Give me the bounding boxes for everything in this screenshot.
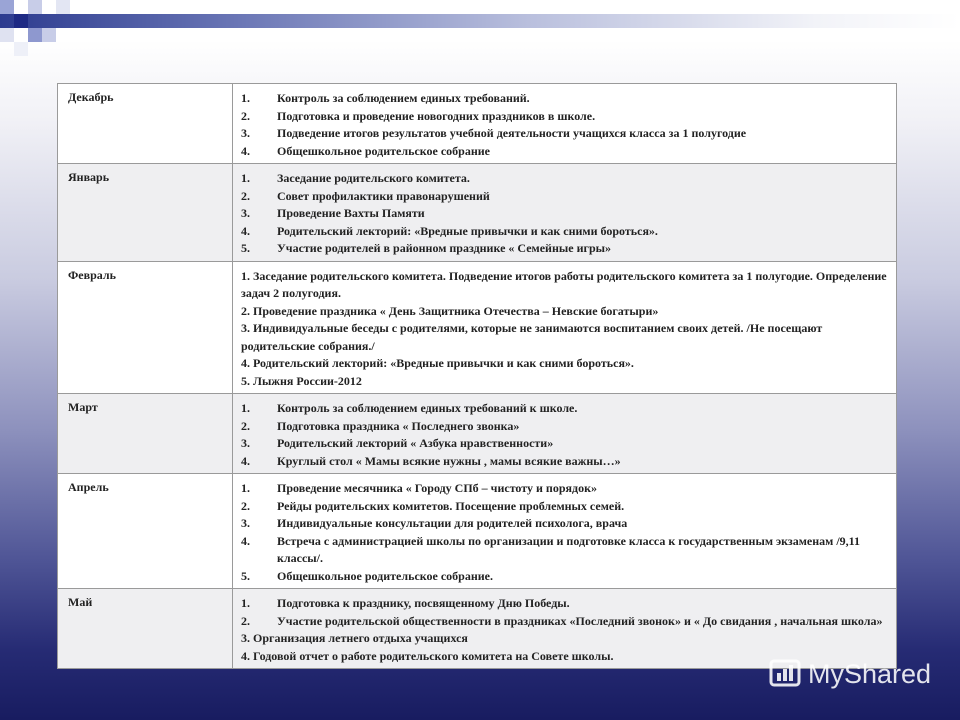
item-number: 4. bbox=[241, 143, 250, 158]
item-number: 1. bbox=[241, 596, 250, 610]
activities-cell bbox=[233, 394, 897, 474]
item-text: Подведение итогов результатов учебной деятельности учащихся класса за 1 полугодие bbox=[277, 126, 747, 140]
month-cell: Январь bbox=[58, 164, 233, 262]
activities-cell bbox=[233, 164, 897, 262]
table-row bbox=[58, 164, 897, 262]
item-text: Круглый стол « Мамы всякие нужны , мамы всякие важны…» bbox=[277, 453, 621, 468]
list-item bbox=[241, 188, 888, 206]
watermark bbox=[768, 656, 931, 692]
item-text: Индивидуальные консультации для родителей психолога, врача bbox=[277, 516, 628, 530]
list-item bbox=[241, 223, 888, 241]
list-item bbox=[241, 400, 888, 418]
list-item bbox=[241, 595, 888, 613]
list-item bbox=[241, 533, 888, 568]
item-number: 4. bbox=[241, 453, 250, 468]
item-text: Общешкольное родительское собрание. bbox=[277, 568, 494, 583]
item-number: 2. bbox=[241, 418, 250, 433]
item-text: Встреча с администрацией школы по организации и подготовке класса к государственным экзаменам /9,11 классы/. bbox=[277, 533, 861, 565]
item-text: Заседание родительского комитета. bbox=[277, 171, 470, 185]
plan-table bbox=[57, 83, 897, 669]
decor-square bbox=[42, 28, 56, 42]
month-cell: Апрель bbox=[58, 474, 233, 589]
item-number: 1. bbox=[241, 401, 250, 415]
month-cell: Март bbox=[58, 394, 233, 474]
activity-line: 3. Организация летнего отдыха учащихся bbox=[241, 631, 468, 645]
decor-square bbox=[56, 0, 70, 14]
list-item bbox=[241, 125, 888, 143]
month-cell: Февраль bbox=[58, 261, 233, 394]
item-text: Родительский лекторий « Азбука нравственности» bbox=[277, 436, 554, 450]
item-number: 5. bbox=[241, 241, 250, 255]
item-text: Контроль за соблюдением единых требований к школе. bbox=[277, 401, 578, 415]
item-number: 3. bbox=[241, 436, 250, 450]
item-number: 2. bbox=[241, 108, 250, 123]
list-item bbox=[241, 480, 888, 498]
myshared-logo-icon bbox=[768, 657, 802, 691]
item-text: Проведение Вахты Памяти bbox=[277, 206, 425, 220]
item-text: Проведение месячника « Городу СПб – чистоту и порядок» bbox=[277, 481, 597, 495]
month-cell: Май bbox=[58, 589, 233, 669]
activity-line: 2. Проведение праздника « День Защитника Отечества – Невские богатыри» bbox=[241, 303, 659, 318]
decor-square bbox=[0, 0, 14, 14]
item-text: Контроль за соблюдением единых требований. bbox=[277, 91, 530, 105]
list-item bbox=[241, 108, 888, 126]
item-number: 2. bbox=[241, 613, 250, 628]
list-item bbox=[241, 143, 888, 161]
activity-line: 3. Индивидуальные беседы с родителями, которые не занимаются воспитанием своих детей. /Не посещают родительские собрания./ bbox=[241, 321, 823, 353]
decor-square bbox=[14, 42, 28, 56]
list-item bbox=[241, 205, 888, 223]
item-text: Участие родительской общественности в праздниках «Последний звонок» и « До свидания , начальная школа» bbox=[277, 613, 883, 628]
list-item bbox=[241, 453, 888, 471]
list-item bbox=[241, 170, 888, 188]
item-text: Подготовка праздника « Последнего звонка» bbox=[277, 418, 520, 433]
item-number: 3. bbox=[241, 206, 250, 220]
activities-cell bbox=[233, 84, 897, 164]
activity-line: 4. Родительский лекторий: «Вредные привычки и как сними бороться». bbox=[241, 356, 634, 370]
item-number: 1. bbox=[241, 91, 250, 105]
decor-square bbox=[28, 0, 42, 14]
activities-cell bbox=[233, 261, 897, 394]
list-item bbox=[241, 435, 888, 453]
item-number: 2. bbox=[241, 188, 250, 203]
item-text: Общешкольное родительское собрание bbox=[277, 143, 491, 158]
table-row bbox=[58, 84, 897, 164]
watermark-text: MyShared bbox=[808, 658, 932, 689]
list-item bbox=[241, 240, 888, 258]
activity-line: 4. Годовой отчет о работе родительского комитета на Совете школы. bbox=[241, 648, 614, 663]
item-number: 4. bbox=[241, 533, 250, 548]
list-item bbox=[241, 515, 888, 533]
item-number: 4. bbox=[241, 223, 250, 238]
list-item bbox=[241, 418, 888, 436]
item-text: Родительский лекторий: «Вредные привычки и как сними бороться». bbox=[277, 223, 658, 238]
item-number: 5. bbox=[241, 568, 250, 583]
item-number: 1. bbox=[241, 171, 250, 185]
month-cell: Декабрь bbox=[58, 84, 233, 164]
item-text: Участие родителей в районном празднике « Семейные игры» bbox=[277, 241, 611, 255]
item-number: 3. bbox=[241, 126, 250, 140]
list-item bbox=[241, 498, 888, 516]
list-item bbox=[241, 90, 888, 108]
item-text: Подготовка к празднику, посвященному Дню Победы. bbox=[277, 596, 570, 610]
activities-cell bbox=[233, 474, 897, 589]
decor-square bbox=[0, 28, 14, 42]
list-item bbox=[241, 613, 888, 631]
table-row bbox=[58, 474, 897, 589]
list-item bbox=[241, 568, 888, 586]
activity-line: 5. Лыжня России-2012 bbox=[241, 373, 362, 388]
header-decor-bar bbox=[0, 14, 960, 28]
item-text: Подготовка и проведение новогодних праздников в школе. bbox=[277, 108, 596, 123]
item-text: Совет профилактики правонарушений bbox=[277, 188, 490, 203]
item-text: Рейды родительских комитетов. Посещение проблемных семей. bbox=[277, 498, 625, 513]
table-row bbox=[58, 394, 897, 474]
activity-line: 1. Заседание родительского комитета. Подведение итогов работы родительского комитета за 1 полугодие. Определение задач 2 полугодия. bbox=[241, 268, 887, 300]
table-row bbox=[58, 261, 897, 394]
item-number: 1. bbox=[241, 481, 250, 495]
decor-square bbox=[28, 28, 42, 42]
decor-square bbox=[14, 14, 28, 28]
item-number: 3. bbox=[241, 516, 250, 530]
item-number: 2. bbox=[241, 498, 250, 513]
